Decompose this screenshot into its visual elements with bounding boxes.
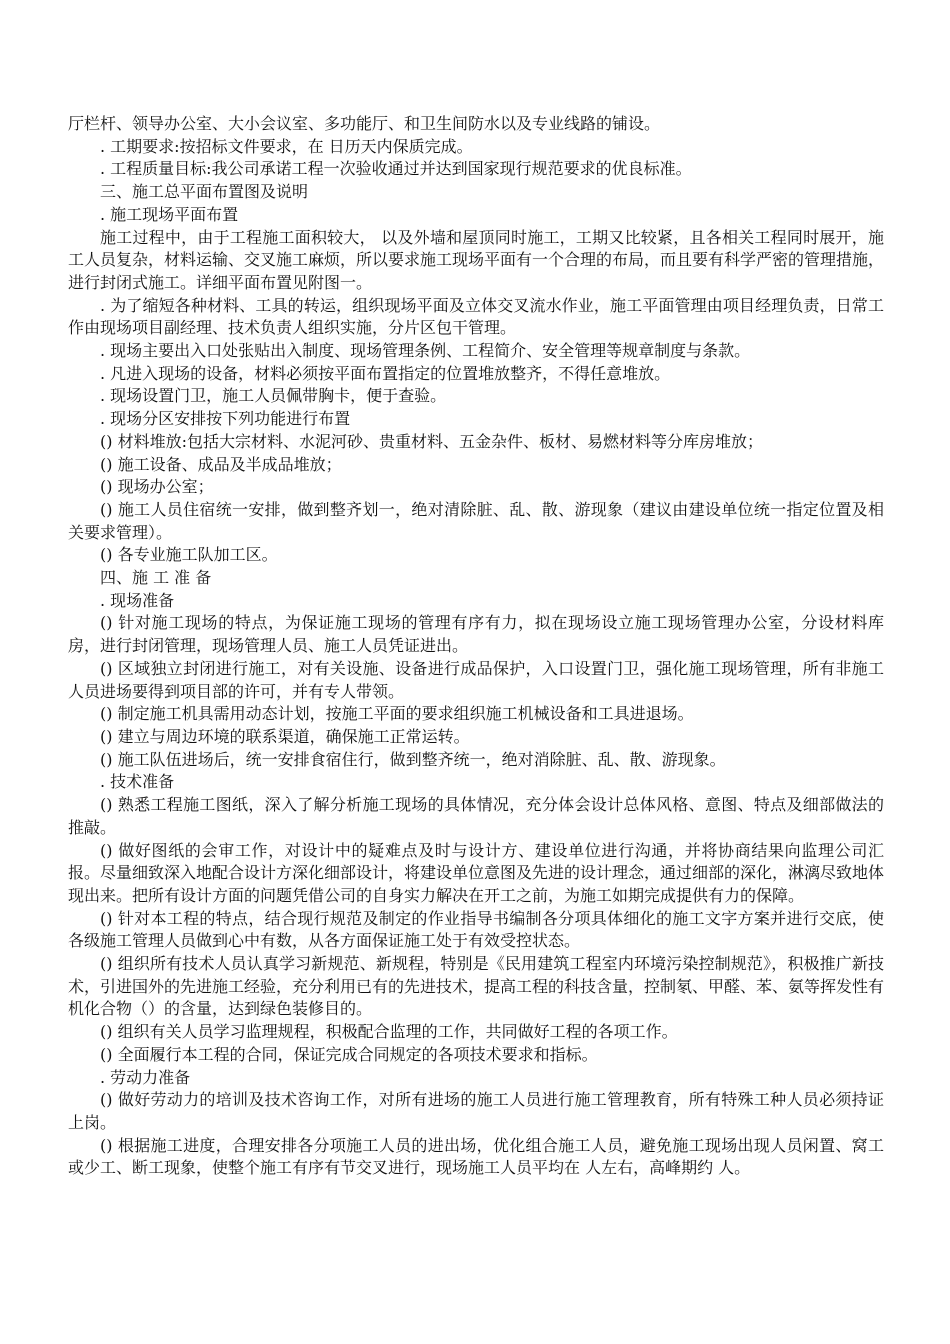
paragraph-3: . 工程质量目标:我公司承诺工程一次验收通过并达到国家现行规范要求的优良标准。: [100, 159, 692, 179]
document-body: [68, 113, 884, 1180]
paragraph-2: . 工期要求:按招标文件要求，在 日历天内保质完成。: [100, 136, 473, 156]
section-heading-3: 三、施工总平面布置图及说明: [100, 182, 309, 202]
paragraph-1: 厅栏杆、领导办公室、大小会议室、多功能厅、和卫生间防水以及专业线路的铺设。: [68, 114, 661, 133]
paragraph-11: . 现场分区安排按下列功能进行布置: [100, 409, 351, 429]
paragraph-12: () 材料堆放:包括大宗材料、水泥河砂、贵重材料、五金杂件、板材、易燃材料等分库房堆放；: [100, 431, 763, 451]
paragraph-19: () 针对施工现场的特点，为保证施工现场的管理有序有力，拟在现场设立施工现场管理办公室，分设材料库房，进行封闭管理，现场管理人员、施工人员凭证进出。: [68, 613, 884, 656]
paragraph-30: () 全面履行本工程的合同，保证完成合同规定的各项技术要求和指标。: [100, 1044, 598, 1064]
subheading-site-prep: . 现场准备: [100, 590, 175, 610]
paragraph-9: . 凡进入现场的设备，材料必须按平面布置指定的位置堆放整齐，不得任意堆放。: [100, 363, 671, 383]
paragraph-15: () 施工人员住宿统一安排，做到整齐划一，绝对清除脏、乱、散、游现象（建议由建设单位统一指定位置及相关要求管理）。: [68, 499, 884, 542]
paragraph-20: () 区域独立封闭进行施工，对有关设施、设备进行成品保护，入口设置门卫，强化施工现场管理，所有非施工人员进场要得到项目部的许可，并有专人带领。: [68, 658, 884, 701]
paragraph-25: () 熟悉工程施工图纸，深入了解分析施工现场的具体情况，充分体会设计总体风格、意图、特点及细部做法的推敲。: [68, 795, 884, 837]
subheading-labor-prep: . 劳动力准备: [100, 1067, 191, 1087]
section-heading-4: 四、施 工 准 备: [100, 568, 212, 588]
paragraph-21: () 制定施工机具需用动态计划，按施工平面的要求组织施工机械设备和工具进退场。: [100, 704, 694, 724]
paragraph-28: () 组织所有技术人员认真学习新规范、新规程，特别是《民用建筑工程室内环境污染控制规范》，积极推广新技术，引进国外的先进施工经验，充分利用已有的先进技术，提高工程的科技含量，控制氡、甲醛、苯、氨等挥发性有机化合物（）的含量，达到绿色装修目的。: [68, 954, 885, 1019]
paragraph-7: . 为了缩短各种材料、工具的转运，组织现场平面及立体交叉流水作业，施工平面管理由项目经理负责，日常工作由现场项目副经理、技术负责人组织实施，分片区包干管理。: [68, 295, 884, 338]
paragraph-14: () 现场办公室；: [100, 477, 214, 497]
paragraph-26: () 做好图纸的会审工作，对设计中的疑难点及时与设计方、建设单位进行沟通，并将协商结果向监理公司汇报。尽量细致深入地配合设计方深化细部设计，将建设单位意图及先进的设计理念，通过细部的深化，淋漓尽致地体现出来。把所有设计方面的问题凭借公司的自身实力解决在开工之前，为施工如期完成提供有力的保障。: [68, 840, 885, 905]
subheading-tech-prep: . 技术准备: [100, 772, 175, 792]
paragraph-6: 施工过程中，由于工程施工面积较大， 以及外墙和屋顶同时施工，工期又比较紧，且各相关工程同时展开，施工人员复杂，材料运输、交叉施工麻烦，所以要求施工现场平面有一个合理的布局，而且要有科学严密的管理措施，进行封闭式施工。详细平面布置见附图一。: [68, 227, 885, 292]
paragraph-16: () 各专业施工队加工区。: [100, 545, 278, 565]
paragraph-23: () 施工队伍进场后，统一安排食宿住行，做到整齐统一，绝对消除脏、乱、散、游现象。: [100, 749, 726, 769]
paragraph-32: () 做好劳动力的培训及技术咨询工作，对所有进场的施工人员进行施工管理教育，所有特殊工种人员必须持证上岗。: [68, 1090, 884, 1132]
paragraph-29: () 组织有关人员学习监理规程，积极配合监理的工作，共同做好工程的各项工作。: [100, 1022, 678, 1042]
paragraph-33: () 根据施工进度，合理安排各分项施工人员的进出场，优化组合施工人员，避免施工现场出现人员闲置、窝工或少工、断工现象，使整个施工有序有节交叉进行，现场施工人员平均在 人左右，高峰期约 人。: [68, 1135, 884, 1178]
paragraph-10: . 现场设置门卫，施工人员佩带胸卡，便于查验。: [100, 386, 447, 406]
paragraph-8: . 现场主要出入口处张贴出入制度、现场管理条例、工程简介、安全管理等规章制度与条款。: [100, 341, 751, 361]
paragraph-22: () 建立与周边环境的联系渠道，确保施工正常运转。: [100, 726, 470, 746]
paragraph-27: () 针对本工程的特点，结合现行规范及制定的作业指导书编制各分项具体细化的施工文字方案并进行交底，使各级施工管理人员做到心中有数，从各方面保证施工处于有效受控状态。: [68, 908, 884, 951]
paragraph-13: () 施工设备、成品及半成品堆放；: [100, 454, 342, 474]
paragraph-5: . 施工现场平面布置: [100, 204, 239, 224]
